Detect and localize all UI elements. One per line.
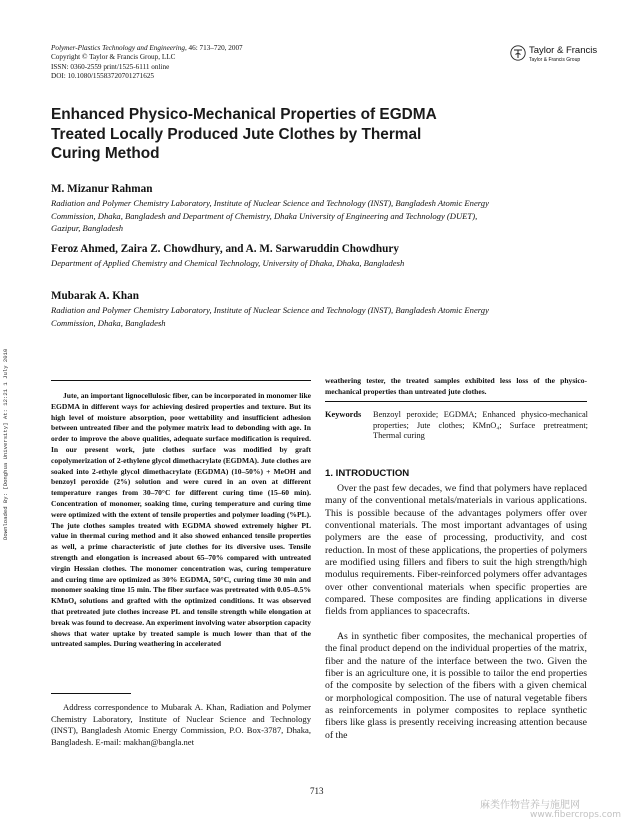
site-watermark: 麻类作物营养与施肥网 [480, 800, 580, 811]
keywords-label: Keywords [325, 410, 362, 419]
journal-volume: , 46: 713–720, 2007 [184, 44, 243, 52]
section-heading: 1. INTRODUCTION [325, 468, 410, 479]
affiliation-3: Radiation and Polymer Chemistry Laboratory, Institute of Nuclear Science and Technology (INST), Bangladesh Atomic Energy Commission, Dhaka, Bangladesh [51, 305, 489, 328]
journal-title: Polymer-Plastics Technology and Engineering [51, 44, 185, 52]
journal-copyright: Copyright © Taylor & Francis Group, LLC [51, 53, 176, 62]
correspondence-footnote: Address correspondence to Mubarak A. Khan, Radiation and Polymer Chemistry Laboratory, Institute of Nuclear Science and Technology (INST), Bangladesh Atomic Energy Commission, P.O. Box-3787, Dhaka, Bangladesh. E-mail: makhan@bangla.net [51, 702, 311, 747]
author-2: Feroz Ahmed, Zaira Z. Chowdhury, and A. M. Sarwaruddin Chowdhury [51, 243, 399, 255]
download-stamp-text: Downloaded By: [Donghua University] At: 12:21 1 July 2010 [2, 348, 9, 540]
journal-header [51, 44, 243, 81]
abstract-bottom-rule [325, 401, 587, 402]
intro-paragraph-2: As in synthetic fiber composites, the mechanical properties of the final product depend on the individual properties of the matrix, fiber and the nature of the interface between the two. Given the fiber is an agriculture one, it is possible to tailor the end properties of the composite by selection of the fibers with a given chemical or morphological composition. The use of natural vegetable fibers as reinforcements in polymer composites to replace synthetic fibers like glass is presently receiving increasing attention because of the [325, 631, 587, 741]
keywords-text: Benzoyl peroxide; EGDMA; Enhanced physico-mechanical properties; Jute clothes; KMnO₄; Surface pretreatment; Thermal curing [373, 410, 588, 441]
publisher-name: Taylor & Francis [529, 45, 598, 56]
affiliation-1: Radiation and Polymer Chemistry Laboratory, Institute of Nuclear Science and Technology (INST), Bangladesh Atomic Energy Commission, Dhaka, Bangladesh and Department of Chemistry, Dhaka University of Engineering and Technology (DUET), Gazipur, Bangladesh [51, 198, 489, 234]
journal-citation [51, 44, 243, 53]
journal-doi: DOI: 10.1080/15583720701271625 [51, 71, 155, 80]
affiliation-2: Department of Applied Chemistry and Chemical Technology, University of Dhaka, Dhaka, Bangladesh [51, 258, 405, 268]
footnote-rule [51, 693, 131, 694]
abstract-top-rule [51, 380, 311, 381]
article-title: Enhanced Physico-Mechanical Properties of EGDMA Treated Locally Produced Jute Clothes by Thermal Curing Method [51, 106, 437, 162]
site-watermark-url: www.fibercrops.com [530, 810, 621, 820]
intro-paragraph-1: Over the past few decades, we find that polymers have replaced many of the conventional metals/materials in various applications. This is possible because of the advantages polymers offer over conventional materials. The most important advantages of using polymers are the ease of processing, productivity, and cost reduction. In most of these applications, the properties of polymers are modified using fillers and fibers to suit the high strength/high modulus requirements. Fiber-reinforced polymers offer advantages over other conventional materials when specific properties are compared. These composites are finding applications in diverse fields from appliances to spacecrafts. [325, 483, 587, 618]
abstract: Jute, an important lignocellulosic fiber, can be incorporated in monomer like EGDMA in different ways for achieving desired properties and texture. But its high level of moisture absorption, poor wettability and insufficient adhesion between untreated fiber and the polymer matrix lead to debonding with age. In order to improve the above qualities, adequate surface modification is required. In our present work, jute clothes surface was modified by graft copolymerization of 2-ethylene glycol dimethacrylate (EGDMA). Jute clothes are soaked into 2-ethyle glycol dimethacrylate (EGDMA) (10–50%) + MeOH and benzoyl peroxide (2%) solution and were cured in an oven at different temperature ranges from 30–70°C for different curing time (15–60 min). Concentration of monomer, soaking time, curing temperature and curing time were optimized with the extent of tensile properties and polymer loading (%PL). The jute clothes samples treated with EGDMA showed extremely higher PL value in thermal curing method and it also showed enhanced tensile properties as well, a prime characteristic of jute clothes for its diversive uses. Tensile strength and elongation is increased about 65–70% compared with untreated virgin Hessian clothes. The monomer concentration was, curing temperature and curing time are optimized as 30% EGDMA, 50°C, curing time 30 min and monomer soaking time 15 min. The fiber surface was pretreated with 0.05–0.5% KMnO₄ solutions and grafted with the optimized conditions. It was observed that pretreated jute clothes increase PL and tensile strength while elongation at break was found to decrease. An experiment involving water absorption capacity shows that water uptake by treated sample is much lower than that of the untreated samples. During weathering in accelerated [51, 391, 311, 649]
publisher-subname: Taylor & Francis Group [529, 57, 581, 63]
author-1: M. Mizanur Rahman [51, 183, 153, 195]
abstract-continuation: weathering tester, the treated samples exhibited less loss of the physico-mechanical properties than untreated jute clothes. [325, 376, 587, 396]
download-stamp [0, 300, 12, 540]
author-3: Mubarak A. Khan [51, 290, 139, 302]
page-number: 713 [310, 786, 324, 796]
journal-issn: ISSN: 0360-2559 print/1525-6111 online [51, 62, 170, 71]
taylor-francis-logo-icon [510, 44, 526, 62]
